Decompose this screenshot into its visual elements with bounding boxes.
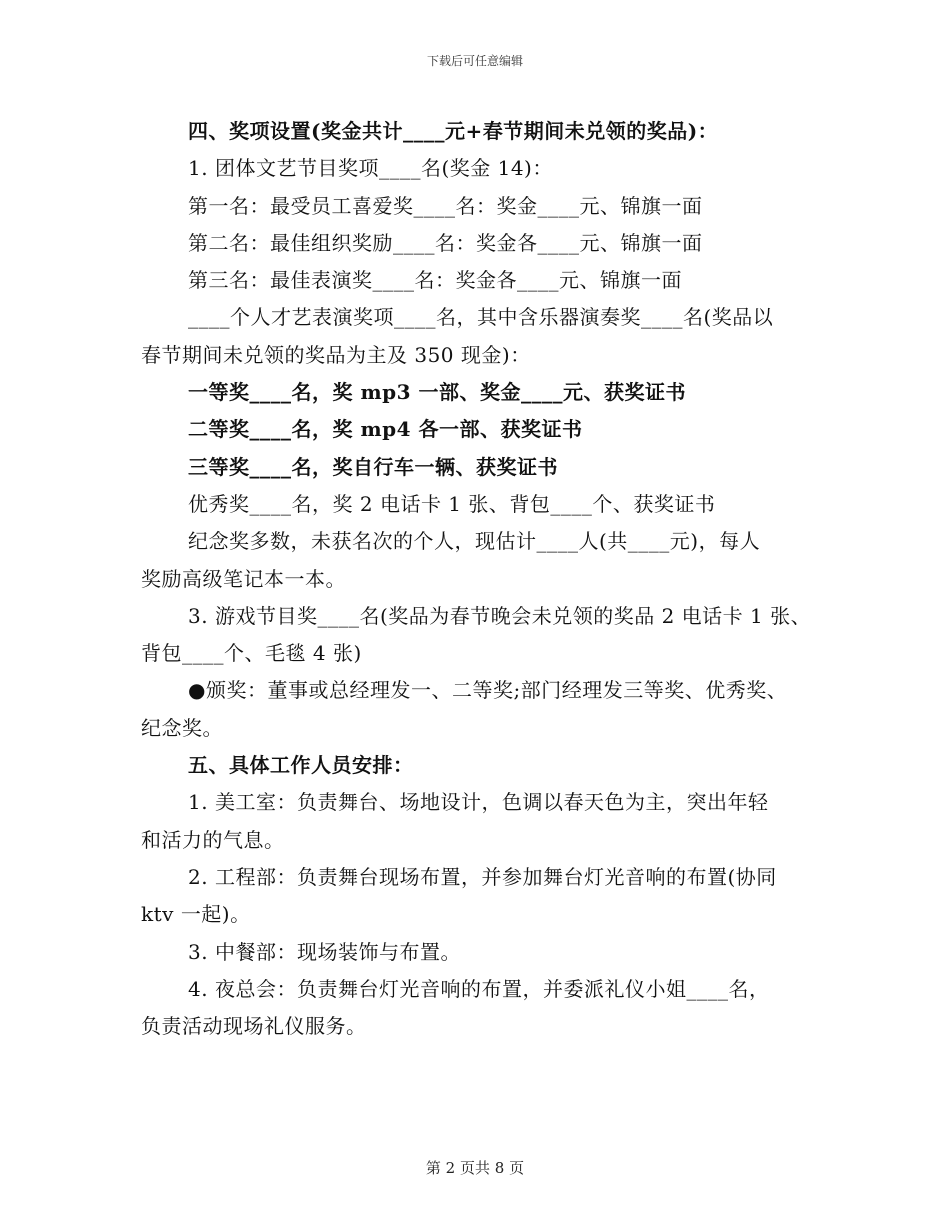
text-line: 1. 团体文艺节目奖项____名(奖金 14)： (188, 156, 553, 181)
text-line: 五、具体工作人员安排： (188, 753, 414, 778)
text-line: 纪念奖。 (141, 715, 223, 740)
text-line: 第三名：最佳表演奖____名：奖金各____元、锦旗一面 (188, 268, 682, 293)
text-line: ●颁奖：董事或总经理发一、二等奖;部门经理发三等奖、优秀奖、 (188, 678, 788, 703)
text-line: 和活力的气息。 (141, 827, 285, 852)
text-line: 四、奖项设置(奖金共计____元+春节期间未兑领的奖品)： (188, 119, 719, 143)
page-header: 下载后可任意编辑 (426, 54, 523, 68)
text-line: 3. 中餐部：现场装饰与布置。 (188, 939, 461, 964)
text-line: 三等奖____名，奖自行车一辆、获奖证书 (188, 454, 558, 479)
text-line: 一等奖____名，奖 mp3 一部、奖金____元、获奖证书 (188, 380, 686, 405)
text-line: 二等奖____名，奖 mp4 各一部、获奖证书 (188, 417, 583, 442)
document-body (141, 113, 811, 1045)
text-line: 3. 游戏节目奖____名(奖品为春节晚会未兑领的奖品 2 电话卡 1 张、 (188, 603, 812, 628)
text-line: 奖励高级笔记本一本。 (141, 566, 346, 591)
text-line: 春节期间未兑领的奖品为主及 350 现金)： (141, 342, 531, 367)
text-line: ktv 一起)。 (141, 902, 251, 927)
text-line: 负责活动现场礼仪服务。 (141, 1014, 367, 1039)
text-line: 第一名：最受员工喜爱奖____名：奖金____元、锦旗一面 (188, 193, 703, 218)
text-line: 4. 夜总会：负责舞台灯光音响的布置，并委派礼仪小姐____名， (188, 976, 770, 1001)
text-line: 纪念奖多数，未获名次的个人，现估计____人(共____元)，每人 (188, 529, 761, 554)
page-footer: 第 2 页共 8 页 (425, 1159, 525, 1177)
text-line: 2. 工程部：负责舞台现场布置，并参加舞台灯光音响的布置(协同 (188, 864, 777, 889)
text-line: 第二名：最佳组织奖励____名：奖金各____元、锦旗一面 (188, 230, 703, 255)
text-line: 背包____个、毛毯 4 张) (141, 641, 362, 666)
text-line: ____个人才艺表演奖项____名，其中含乐器演奏奖____名(奖品以 (188, 305, 774, 330)
text-line: 优秀奖____名，奖 2 电话卡 1 张、背包____个、获奖证书 (188, 491, 716, 516)
text-line: 1. 美工室：负责舞台、场地设计，色调以春天色为主，突出年轻 (188, 790, 769, 815)
